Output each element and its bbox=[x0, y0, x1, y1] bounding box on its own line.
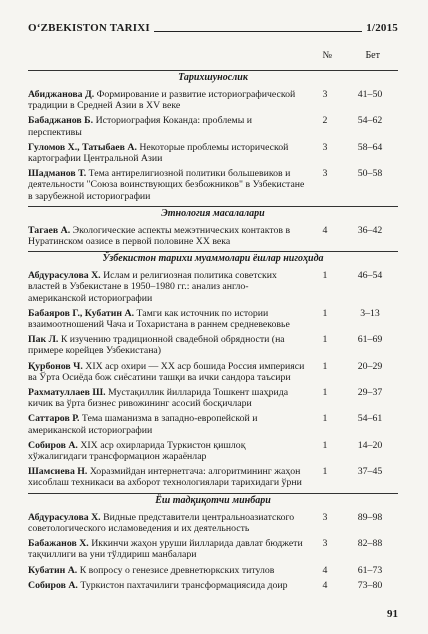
entry-pages: 58–64 bbox=[357, 141, 383, 153]
entry-pages: 89–98 bbox=[357, 511, 383, 523]
entry-pages: 73–80 bbox=[357, 579, 383, 591]
entry-title: Экологические аспекты межэтнических контактов в Нуратинском оазисе в первой половине XX века bbox=[28, 224, 291, 248]
entry-title: Некоторые проблемы исторической картографии Центральной Азии bbox=[28, 141, 289, 165]
entry-author: Шамсиева Н. bbox=[28, 466, 88, 478]
entry-pages: 37–45 bbox=[357, 466, 383, 478]
journal-title: O‘ZBEKISTON TARIXI bbox=[28, 22, 150, 34]
entry-pages: 29–37 bbox=[357, 387, 383, 399]
toc-entry bbox=[28, 89, 398, 111]
entry-pages: 14–20 bbox=[357, 439, 383, 451]
entry-issue-number: 3 bbox=[322, 89, 328, 100]
issue-number: 1/2015 bbox=[366, 22, 398, 34]
toc-entry bbox=[28, 565, 398, 576]
toc-entry bbox=[28, 225, 398, 247]
entry-issue-number: 1 bbox=[322, 270, 328, 282]
entry-issue-number: 1 bbox=[322, 360, 328, 372]
entry-title: Формирование и развитие историографической традиции в Средней Азии в XV веке bbox=[28, 89, 296, 112]
toc-entry bbox=[28, 115, 398, 137]
section-heading: Ёш тадқиқотчи минбари bbox=[28, 493, 398, 508]
entry-author: Пак Л. bbox=[28, 334, 59, 346]
entry-issue-number: 1 bbox=[322, 387, 328, 399]
entry-issue-number: 4 bbox=[322, 564, 328, 576]
entry-title: XIX аср охирларида Туркистон қишлоқ хўжалигидаги трансформацион жараёнлар bbox=[28, 439, 246, 463]
page-header bbox=[28, 22, 398, 34]
toc-entry bbox=[28, 538, 398, 560]
column-header-number: № bbox=[322, 50, 332, 61]
entry-title: XIX аср охири — XX аср бошида Россия империяси ва Ўрта Осиёда бож сиёсатини ташқи ва ички сандора таъсири bbox=[28, 360, 305, 383]
entry-pages: 50–58 bbox=[357, 168, 383, 180]
column-headers bbox=[28, 50, 398, 64]
entry-title: Видные представители центральноазиатского советологического исламоведения и их деятельность bbox=[28, 511, 295, 534]
toc-entry bbox=[28, 413, 398, 435]
entry-pages: 46–54 bbox=[357, 270, 383, 282]
entry-issue-number: 1 bbox=[322, 413, 328, 425]
entry-pages: 3–13 bbox=[360, 307, 380, 319]
entry-title: Историография Коканда: проблемы и перспективы bbox=[28, 115, 253, 138]
entry-title: К изучению традиционной свадебной обрядности (на примере корейцев Узбекистана) bbox=[28, 334, 285, 357]
header-rule bbox=[154, 31, 362, 32]
entry-author: Бабаяров Г., Кубатин А. bbox=[28, 307, 135, 319]
column-header-pages: Бет bbox=[365, 50, 380, 61]
entry-title: Тамги как источник по истории взаимоотношений Чача и Тохаристана в раннем средневековье bbox=[28, 307, 290, 331]
entry-pages: 82–88 bbox=[357, 538, 383, 550]
entry-author: Кубатин А. bbox=[28, 564, 78, 576]
entry-pages: 36–42 bbox=[357, 224, 383, 236]
entry-title: Тема шаманизма в западно-европейской и американской историографии bbox=[28, 413, 258, 436]
entry-title: Туркистон пахтачилиги трансформациясида доир bbox=[80, 579, 288, 591]
entry-issue-number: 1 bbox=[322, 307, 328, 319]
entry-issue-number: 4 bbox=[322, 224, 328, 236]
entry-author: Собиров А. bbox=[28, 439, 78, 451]
entry-pages: 54–62 bbox=[357, 115, 383, 127]
entry-author: Қурбонов Ч. bbox=[28, 360, 83, 372]
table-of-contents bbox=[28, 66, 398, 591]
entry-pages: 61–73 bbox=[357, 564, 383, 576]
entry-title: Хоразмийдан интернетгача: алгоритмининг жаҳон хисоблаш техникаси ва ахборот технологиялари тарихидаги ўрни bbox=[28, 466, 302, 489]
entry-author: Абдурасулова Х. bbox=[28, 270, 101, 282]
section-heading: Тарихшунослик bbox=[28, 70, 398, 85]
entry-issue-number: 4 bbox=[322, 579, 328, 591]
entry-author: Тагаев А. bbox=[28, 224, 71, 236]
toc-entry bbox=[28, 270, 398, 304]
entry-pages: 20–29 bbox=[357, 360, 383, 372]
entry-title: Тема антирелигиозной политики большевиков и деятельности "Союза воинствующих безбожников" в Узбекистане в зарубежной историографии bbox=[28, 168, 305, 202]
entry-title: К вопросу о генезисе древнетюркских титулов bbox=[79, 564, 275, 576]
entry-issue-number: 3 bbox=[322, 538, 328, 550]
entry-pages: 61–69 bbox=[357, 334, 383, 346]
entry-issue-number: 3 bbox=[322, 168, 328, 180]
toc-entry bbox=[28, 580, 398, 591]
entry-title: Иккинчи жаҳон уруши йилларида давлат бюджети тақчиллиги ва уни тўлдириш манбалари bbox=[28, 538, 303, 561]
entry-author: Саттаров Р. bbox=[28, 413, 80, 425]
entry-issue-number: 1 bbox=[322, 466, 328, 478]
entry-title: Мустақиллик йилларида Тошкент шаҳрида кичик ва ўрта бизнес ривожининг асосий босқичлари bbox=[28, 387, 289, 410]
entry-pages: 54–61 bbox=[357, 413, 383, 425]
toc-entry bbox=[28, 512, 398, 534]
page-number: 91 bbox=[387, 608, 398, 620]
entry-author: Рахматуллаев Ш. bbox=[28, 387, 106, 399]
toc-entry bbox=[28, 334, 398, 356]
section-heading: Ўзбекистон тарихи муаммолари ёшлар нигоҳида bbox=[28, 251, 398, 266]
entry-author: Гуломов Х., Татыбаев А. bbox=[28, 141, 137, 153]
toc-entry bbox=[28, 466, 398, 488]
toc-entry bbox=[28, 142, 398, 164]
entry-pages: 41–50 bbox=[357, 89, 383, 100]
entry-author: Бабаджанов Б. bbox=[28, 115, 94, 127]
entry-author: Абдурасулова Х. bbox=[28, 511, 101, 523]
entry-issue-number: 3 bbox=[322, 511, 328, 523]
toc-entry bbox=[28, 361, 398, 383]
entry-issue-number: 1 bbox=[322, 439, 328, 451]
entry-author: Собиров А. bbox=[28, 579, 78, 591]
toc-entry bbox=[28, 440, 398, 462]
entry-author: Бабажанов Х. bbox=[28, 538, 89, 550]
entry-issue-number: 3 bbox=[322, 141, 328, 153]
entry-title: Ислам и религиозная политика советских властей в Узбекистане в 1950–1980 гг.: анализ англо-американской историографии bbox=[28, 270, 277, 304]
entry-author: Шадманов Т. bbox=[28, 168, 87, 180]
toc-entry bbox=[28, 168, 398, 202]
section-heading: Этнология масалалари bbox=[28, 206, 398, 221]
entry-issue-number: 1 bbox=[322, 334, 328, 346]
entry-issue-number: 2 bbox=[322, 115, 328, 127]
toc-entry bbox=[28, 387, 398, 409]
toc-entry bbox=[28, 308, 398, 330]
entry-author: Абиджанова Д. bbox=[28, 89, 95, 100]
